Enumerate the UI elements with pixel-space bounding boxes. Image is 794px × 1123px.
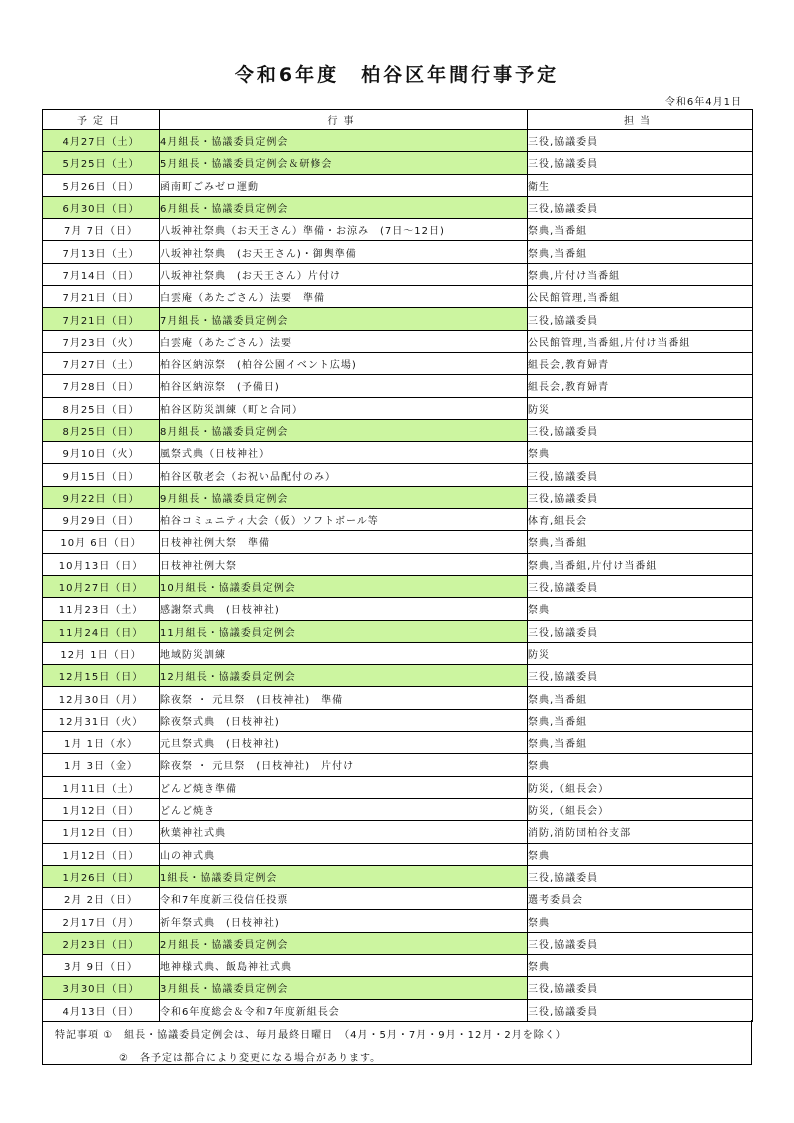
table-row: [43, 910, 753, 932]
table-row: [43, 888, 753, 910]
table-row: [43, 798, 753, 820]
cell-date: 10月27日（日）: [43, 575, 160, 597]
cell-event: 柏谷区敬老会（お祝い品配付のみ）: [160, 464, 528, 486]
cell-date: 1月11日（土）: [43, 776, 160, 798]
notes-box: [42, 1020, 752, 1065]
cell-event: 令和6年度総会＆令和7年度新組長会: [160, 999, 528, 1021]
cell-event: 八坂神社祭典 (お天王さん）片付け: [160, 263, 528, 285]
cell-date: 7月13日（土）: [43, 241, 160, 263]
table-row: [43, 241, 753, 263]
cell-event: 柏谷コミュニティ大会（仮）ソフトボール等: [160, 509, 528, 531]
note-2: ② 各予定は都合により変更になる場合があります。: [119, 1053, 382, 1064]
cell-event: 2月組長・協議委員定例会: [160, 932, 528, 954]
table-row: [43, 397, 753, 419]
cell-person: 祭典: [528, 754, 753, 776]
cell-date: 4月13日（日）: [43, 999, 160, 1021]
cell-person: 選考委員会: [528, 888, 753, 910]
table-row: [43, 954, 753, 976]
cell-date: 7月23日（火）: [43, 330, 160, 352]
table-row: [43, 130, 753, 152]
cell-event: 除夜祭 ・ 元旦祭 (日枝神社) 片付け: [160, 754, 528, 776]
table-row: [43, 843, 753, 865]
cell-event: 八坂神社祭典（お天王さん）準備・お涼み (7日～12日): [160, 219, 528, 241]
table-row: [43, 932, 753, 954]
cell-person: 三役,協議委員: [528, 130, 753, 152]
note-1: ① 組長・協議委員定例会は、毎月最終日曜日 （4月・5月・7月・9月・12月・2月を除く）: [103, 1030, 567, 1041]
cell-event: 令和7年度新三役信任投票: [160, 888, 528, 910]
cell-person: 防災,（組長会）: [528, 798, 753, 820]
cell-date: 9月29日（日）: [43, 509, 160, 531]
cell-date: 1月12日（日）: [43, 798, 160, 820]
table-row: [43, 375, 753, 397]
cell-event: 白雲庵（あたごさん）法要 準備: [160, 286, 528, 308]
cell-date: 7月 7日（日）: [43, 219, 160, 241]
cell-event: 山の神式典: [160, 843, 528, 865]
cell-date: 3月 9日（日）: [43, 954, 160, 976]
cell-person: 祭典: [528, 954, 753, 976]
cell-person: 三役,協議委員: [528, 152, 753, 174]
cell-event: 函南町ごみゼロ運動: [160, 174, 528, 196]
table-row: [43, 419, 753, 441]
table-row: [43, 442, 753, 464]
cell-event: 9月組長・協議委員定例会: [160, 486, 528, 508]
cell-event: 3月組長・協議委員定例会: [160, 977, 528, 999]
table-row: [43, 642, 753, 664]
cell-event: 12月組長・協議委員定例会: [160, 665, 528, 687]
notes-label: 特記事項: [55, 1030, 99, 1041]
table-row: [43, 219, 753, 241]
cell-date: 4月27日（土）: [43, 130, 160, 152]
cell-event: 5月組長・協議委員定例会＆研修会: [160, 152, 528, 174]
cell-event: 柏谷区納涼祭 (予備日): [160, 375, 528, 397]
table-row: [43, 286, 753, 308]
table-row: [43, 709, 753, 731]
table-row: [43, 687, 753, 709]
cell-person: 三役,協議委員: [528, 308, 753, 330]
cell-event: 地域防災訓練: [160, 642, 528, 664]
header-event: 行事: [160, 110, 528, 130]
table-row: [43, 865, 753, 887]
cell-person: 三役,協議委員: [528, 999, 753, 1021]
page-title: 令和6年度 柏谷区年間行事予定: [234, 64, 560, 86]
cell-event: 日枝神社例大祭 準備: [160, 531, 528, 553]
table-row: [43, 553, 753, 575]
cell-date: 2月17日（月）: [43, 910, 160, 932]
cell-person: 防災: [528, 642, 753, 664]
cell-event: どんど焼き準備: [160, 776, 528, 798]
cell-date: 11月23日（土）: [43, 598, 160, 620]
cell-event: 6月組長・協議委員定例会: [160, 196, 528, 218]
schedule-table: [42, 109, 753, 1022]
cell-person: 三役,協議委員: [528, 196, 753, 218]
cell-person: 祭典,片付け当番組: [528, 263, 753, 285]
cell-person: 祭典: [528, 598, 753, 620]
table-row: [43, 665, 753, 687]
cell-person: 公民館管理,当番組,片付け当番組: [528, 330, 753, 352]
cell-date: 1月 1日（水）: [43, 732, 160, 754]
table-row: [43, 531, 753, 553]
cell-date: 7月28日（日）: [43, 375, 160, 397]
cell-date: 2月 2日（日）: [43, 888, 160, 910]
cell-event: 柏谷区防災訓練（町と合同）: [160, 397, 528, 419]
cell-person: 祭典,当番組: [528, 709, 753, 731]
cell-date: 7月21日（日）: [43, 308, 160, 330]
cell-date: 6月30日（日）: [43, 196, 160, 218]
table-row: [43, 196, 753, 218]
cell-date: 11月24日（日）: [43, 620, 160, 642]
table-row: [43, 464, 753, 486]
cell-person: 祭典,当番組: [528, 531, 753, 553]
table-header-row: [43, 110, 753, 130]
cell-person: 三役,協議委員: [528, 620, 753, 642]
table-row: [43, 620, 753, 642]
cell-person: 組長会,教育婦青: [528, 352, 753, 374]
cell-event: 白雲庵（あたごさん）法要: [160, 330, 528, 352]
cell-event: 感謝祭式典 (日枝神社): [160, 598, 528, 620]
cell-date: 12月15日（日）: [43, 665, 160, 687]
cell-date: 9月10日（火）: [43, 442, 160, 464]
cell-date: 9月22日（日）: [43, 486, 160, 508]
table-row: [43, 352, 753, 374]
cell-event: 柏谷区納涼祭 (柏谷公園イベント広場): [160, 352, 528, 374]
table-row: [43, 732, 753, 754]
cell-event: どんど焼き: [160, 798, 528, 820]
cell-date: 3月30日（日）: [43, 977, 160, 999]
cell-person: 防災: [528, 397, 753, 419]
table-row: [43, 598, 753, 620]
cell-person: 祭典,当番組: [528, 687, 753, 709]
cell-date: 1月12日（日）: [43, 821, 160, 843]
table-row: [43, 330, 753, 352]
table-row: [43, 754, 753, 776]
table-row: [43, 509, 753, 531]
cell-person: 衛生: [528, 174, 753, 196]
table-row: [43, 776, 753, 798]
cell-person: 三役,協議委員: [528, 464, 753, 486]
cell-event: 11月組長・協議委員定例会: [160, 620, 528, 642]
table-row: [43, 821, 753, 843]
cell-person: 三役,協議委員: [528, 575, 753, 597]
cell-person: 祭典: [528, 910, 753, 932]
cell-event: 除夜祭式典 (日枝神社): [160, 709, 528, 731]
cell-event: 元旦祭式典 (日枝神社): [160, 732, 528, 754]
cell-date: 1月26日（日）: [43, 865, 160, 887]
cell-person: 祭典,当番組: [528, 241, 753, 263]
cell-person: 三役,協議委員: [528, 932, 753, 954]
cell-date: 7月27日（土）: [43, 352, 160, 374]
cell-event: 10月組長・協議委員定例会: [160, 575, 528, 597]
table-row: [43, 152, 753, 174]
header-person: 担当: [528, 110, 753, 130]
cell-person: 三役,協議委員: [528, 977, 753, 999]
cell-date: 1月 3日（金）: [43, 754, 160, 776]
cell-event: 7月組長・協議委員定例会: [160, 308, 528, 330]
cell-date: 5月26日（日）: [43, 174, 160, 196]
cell-date: 8月25日（日）: [43, 397, 160, 419]
cell-person: 消防,消防団柏谷支部: [528, 821, 753, 843]
cell-event: 風祭式典（日枝神社）: [160, 442, 528, 464]
cell-date: 1月12日（日）: [43, 843, 160, 865]
table-row: [43, 977, 753, 999]
note-line-1: [55, 1026, 567, 1041]
cell-event: 日枝神社例大祭: [160, 553, 528, 575]
cell-person: 組長会,教育婦青: [528, 375, 753, 397]
cell-date: 5月25日（土）: [43, 152, 160, 174]
cell-date: 7月14日（日）: [43, 263, 160, 285]
table-row: [43, 575, 753, 597]
cell-person: 祭典: [528, 843, 753, 865]
cell-date: 10月 6日（日）: [43, 531, 160, 553]
cell-date: 12月30日（月）: [43, 687, 160, 709]
table-row: [43, 174, 753, 196]
cell-person: 三役,協議委員: [528, 419, 753, 441]
cell-person: 三役,協議委員: [528, 865, 753, 887]
cell-date: 12月 1日（日）: [43, 642, 160, 664]
header-date: 予定日: [43, 110, 160, 130]
cell-event: 八坂神社祭典 (お天王さん)・御輿準備: [160, 241, 528, 263]
cell-person: 公民館管理,当番組: [528, 286, 753, 308]
cell-person: 祭典,当番組: [528, 219, 753, 241]
cell-date: 10月13日（日）: [43, 553, 160, 575]
cell-date: 9月15日（日）: [43, 464, 160, 486]
cell-person: 防災,（組長会）: [528, 776, 753, 798]
table-row: [43, 999, 753, 1021]
cell-person: 体育,組長会: [528, 509, 753, 531]
cell-person: 祭典: [528, 442, 753, 464]
cell-event: 秋葉神社式典: [160, 821, 528, 843]
cell-event: 4月組長・協議委員定例会: [160, 130, 528, 152]
cell-person: 祭典,当番組: [528, 732, 753, 754]
cell-person: 三役,協議委員: [528, 665, 753, 687]
table-row: [43, 308, 753, 330]
cell-event: 8月組長・協議委員定例会: [160, 419, 528, 441]
table-row: [43, 263, 753, 285]
cell-event: 除夜祭 ・ 元旦祭 (日枝神社) 準備: [160, 687, 528, 709]
document-date: 令和6年4月1日: [664, 97, 742, 108]
cell-person: 祭典,当番組,片付け当番組: [528, 553, 753, 575]
cell-date: 7月21日（日）: [43, 286, 160, 308]
cell-event: 地神様式典、飯島神社式典: [160, 954, 528, 976]
cell-date: 2月23日（日）: [43, 932, 160, 954]
cell-date: 12月31日（火）: [43, 709, 160, 731]
cell-person: 三役,協議委員: [528, 486, 753, 508]
schedule-body: [43, 130, 753, 1022]
table-row: [43, 486, 753, 508]
cell-event: 祈年祭式典 (日枝神社): [160, 910, 528, 932]
cell-date: 8月25日（日）: [43, 419, 160, 441]
cell-event: 1組長・協議委員定例会: [160, 865, 528, 887]
